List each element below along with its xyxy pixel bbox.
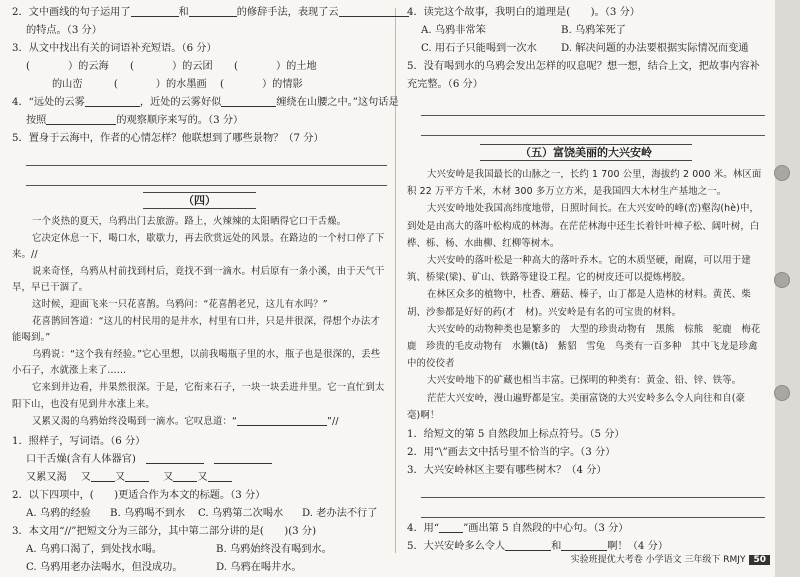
question-3b-options-1 bbox=[12, 541, 387, 559]
option-b[interactable]: B. 乌鸦喝不到水 bbox=[110, 507, 186, 519]
question-3: 3．从文中找出有关的词语补充短语。（6 分） bbox=[12, 43, 217, 54]
passage-daxinganling bbox=[407, 166, 765, 424]
question-2: 2．文中画线的句子运用了 和 的修辞手法，表现了云 bbox=[12, 4, 387, 22]
option-a[interactable]: A. 乌鸦非常笨 bbox=[421, 25, 486, 36]
question-3b: 3．本文用“//”把短文分为三部分，其中第二部分讲的是( )(3 分) bbox=[12, 525, 317, 537]
option-c[interactable]: C. 乌鸦用老办法喝水，但没成功。 bbox=[26, 561, 183, 573]
question-5: 5．置身于云海中，作者的心情怎样？他联想到了哪些景物？（7 分） bbox=[12, 133, 324, 144]
question-2: 2．用“\”画去文中括号里不恰当的字。（3 分） bbox=[407, 447, 616, 459]
answer-blank[interactable] bbox=[339, 4, 409, 17]
binding-strip bbox=[775, 0, 800, 577]
section-4-title: （四） bbox=[12, 192, 387, 210]
option-b[interactable]: B. 乌鸦笨死了 bbox=[561, 25, 626, 36]
question-4-options-1 bbox=[407, 22, 765, 40]
question-4b: 4．用“ ”画出第 5 自然段的中心句。（3 分） bbox=[407, 520, 765, 538]
passage-paragraph: 乌鸦说：“这个我有经验。”它心里想，以前我喝瓶子里的水，瓶子也是很深的，丢些小石子，水就涨上来了…… bbox=[12, 348, 381, 377]
question-3b-options-2 bbox=[12, 559, 387, 577]
left-column bbox=[12, 4, 399, 577]
option-c[interactable]: C. 乌鸦第二次喝水 bbox=[198, 507, 284, 519]
answer-blank[interactable] bbox=[46, 112, 116, 125]
page-number: 50 bbox=[749, 555, 770, 565]
passage-paragraph: 大兴安岭是我国最长的山脉之一，长约 1 700 公里，海拔约 2 000 米。林区面积 22 万平方千米，木材 300 多万立方米，是我国四大木材生产基地之一。 bbox=[407, 169, 762, 198]
answer-line[interactable] bbox=[26, 168, 387, 186]
passage-paragraph: 又累又渴的乌鸦始终没喝到一滴水。它叹息道：“ ”// bbox=[12, 413, 387, 431]
question-2-cont: 的特点。（3 分） bbox=[26, 25, 102, 36]
passage-paragraph: 它来到井边看，井果然很深。于是，它衔来石子，一块一块丢进井里。它一直忙到太阳下山，也没有见到井水涨上来。 bbox=[12, 381, 385, 410]
answer-blank[interactable] bbox=[131, 4, 179, 17]
column-divider bbox=[395, 8, 396, 553]
question-3: 3．大兴安岭林区主要有哪些树木？（4 分） bbox=[407, 465, 607, 477]
answer-blank[interactable] bbox=[221, 94, 276, 107]
passage-paragraph: 花喜鹊回答道：“这儿的村民用的是井水，村里有口井，只是井很深，得想个办法才能喝到。” bbox=[12, 315, 380, 344]
answer-line[interactable] bbox=[26, 148, 387, 166]
underline-sample bbox=[439, 520, 463, 533]
answer-blank[interactable] bbox=[146, 451, 204, 464]
question-5: 5．没有喝到水的乌鸦会发出怎样的叹息呢？想一想，结合上文，把故事内容补充完整。（6 分） bbox=[407, 61, 760, 90]
passage-paragraph: 大兴安岭的动物种类也是繁多的 大型的珍贵动物有 黑熊 棕熊 驼鹿 梅花鹿 珍贵的毛皮动物有 水獭(tǎ) 紫貂 雪兔 鸟类有一百多种 其中飞龙是珍禽中的佼佼者 bbox=[407, 323, 761, 370]
passage-paragraph: 一个炎热的夏天，乌鸦出门去旅游。路上，火辣辣的太阳晒得它口干舌燥。 bbox=[32, 216, 347, 227]
answer-blank[interactable] bbox=[189, 4, 237, 17]
option-a[interactable]: A. 乌鸦口渴了，到处找水喝。 bbox=[26, 543, 163, 555]
answer-blank[interactable] bbox=[237, 413, 327, 426]
question-1-example-2: 又累又渴 又 又 又 又 bbox=[12, 469, 387, 487]
question-4: 4．读完这个故事，我明白的道理是( )。（3 分） bbox=[407, 7, 640, 18]
question-2b-options bbox=[12, 505, 387, 523]
option-b[interactable]: B. 乌鸦始终没有喝到水。 bbox=[216, 543, 332, 555]
question-1: 1．照样子，写词语。（6 分） bbox=[12, 435, 146, 447]
answer-line[interactable] bbox=[421, 118, 765, 136]
question-4-cont: 按照 的观察顺序来写的。（3 分） bbox=[12, 112, 387, 130]
answer-blank[interactable] bbox=[561, 538, 607, 551]
option-a[interactable]: A. 乌鸦的经验 bbox=[26, 507, 91, 519]
option-d[interactable]: D. 老办法不行了 bbox=[302, 507, 378, 519]
passage-paragraph: 大兴安岭的落叶松是一种高大的落叶乔木。它的木质坚硬，耐腐，可以用于建筑、桥梁(梁)、矿山、铁路等建设工程。它的树皮还可以提炼栲胶。 bbox=[407, 255, 751, 284]
question-5b: 5．大兴安岭多么令人 和 啊！（4 分） bbox=[407, 538, 765, 556]
passage-paragraph: 说来奇怪，乌鸦从村前找到村后，竟找不到一滴水。村后原有一条小溪，由于天气干旱，早已干涸了。 bbox=[12, 265, 385, 294]
question-3-row1: ( ）的云海 ( ）的云团 ( ）的土地 bbox=[26, 61, 317, 72]
passage-paragraph: 茫茫大兴安岭，漫山遍野都是宝。美丽富饶的大兴安岭多么令人向往和自(豪 毫)啊！ bbox=[407, 392, 755, 421]
option-d[interactable]: D. 乌鸦在喝井水。 bbox=[216, 561, 302, 573]
question-1: 1．给短文的第 5 自然段加上标点符号。（5 分） bbox=[407, 429, 625, 441]
binding-ring bbox=[774, 385, 790, 401]
binding-ring bbox=[774, 272, 790, 288]
passage-paragraph: 大兴安岭地下的矿藏也相当丰富。已探明的种类有：黄金、铅、锌、铁等。 bbox=[427, 375, 742, 387]
passage-paragraph: 在林区众多的植物中，杜香、蘑菇、榛子，山丁都是人造林的材料。黄芪、柴胡、沙参都是好好的药(才 材)。兴安岭是有名的可宝贵的材料。 bbox=[407, 289, 751, 318]
section-5-title: （五）富饶美丽的大兴安岭 bbox=[407, 144, 765, 162]
page-footer bbox=[510, 552, 770, 565]
question-3-row2: 的山峦 ( ）的水墨画 ( ）的情影 bbox=[52, 79, 303, 90]
passage-paragraph: 它决定休息一下，喝口水，歇歇力，再去欣赏远处的风景。在路边的一个村口停了下来。// bbox=[12, 232, 385, 261]
binding-ring bbox=[774, 165, 790, 181]
option-c[interactable]: C. 用石子只能喝到一次水 bbox=[421, 43, 537, 54]
option-d[interactable]: D. 解决问题的办法要根据实际情况而变通 bbox=[561, 43, 749, 54]
question-2b: 2．以下四项中，( )更适合作为本文的标题。（3 分） bbox=[12, 489, 266, 501]
question-4-options-2 bbox=[407, 40, 765, 58]
right-column bbox=[407, 4, 765, 556]
answer-line[interactable] bbox=[421, 98, 765, 116]
question-4: 4．“远处的云雾 ，近处的云雾好似 缠绕在山腰之中。”这句话是 bbox=[12, 94, 387, 112]
answer-blank[interactable] bbox=[214, 451, 272, 464]
passage-paragraph: 这时候，迎面飞来一只花喜鹊。乌鸦问：“花喜鹊老兄，这儿有水吗？” bbox=[32, 298, 328, 310]
passage-paragraph: 大兴安岭地处我国高纬度地带，日照时间长。在大兴安岭的峰(峦)壑沟(hè)中，到处是由高大的落叶松构成的林海。在茫茫林海中还生长着针叶樟子松、阔叶树，白桦、栎、杨、水曲柳、红柳等树木。 bbox=[407, 203, 760, 249]
answer-line[interactable] bbox=[421, 500, 765, 518]
answer-blank[interactable] bbox=[85, 94, 140, 107]
passage-crow bbox=[12, 214, 387, 431]
question-1-example-1: 口干舌燥(含有人体器官) bbox=[12, 451, 387, 469]
footer-text: 实验班提优大考卷 小学语文 三年级下 RMJY bbox=[570, 555, 746, 565]
answer-blank[interactable] bbox=[505, 538, 551, 551]
answer-line[interactable] bbox=[421, 480, 765, 498]
